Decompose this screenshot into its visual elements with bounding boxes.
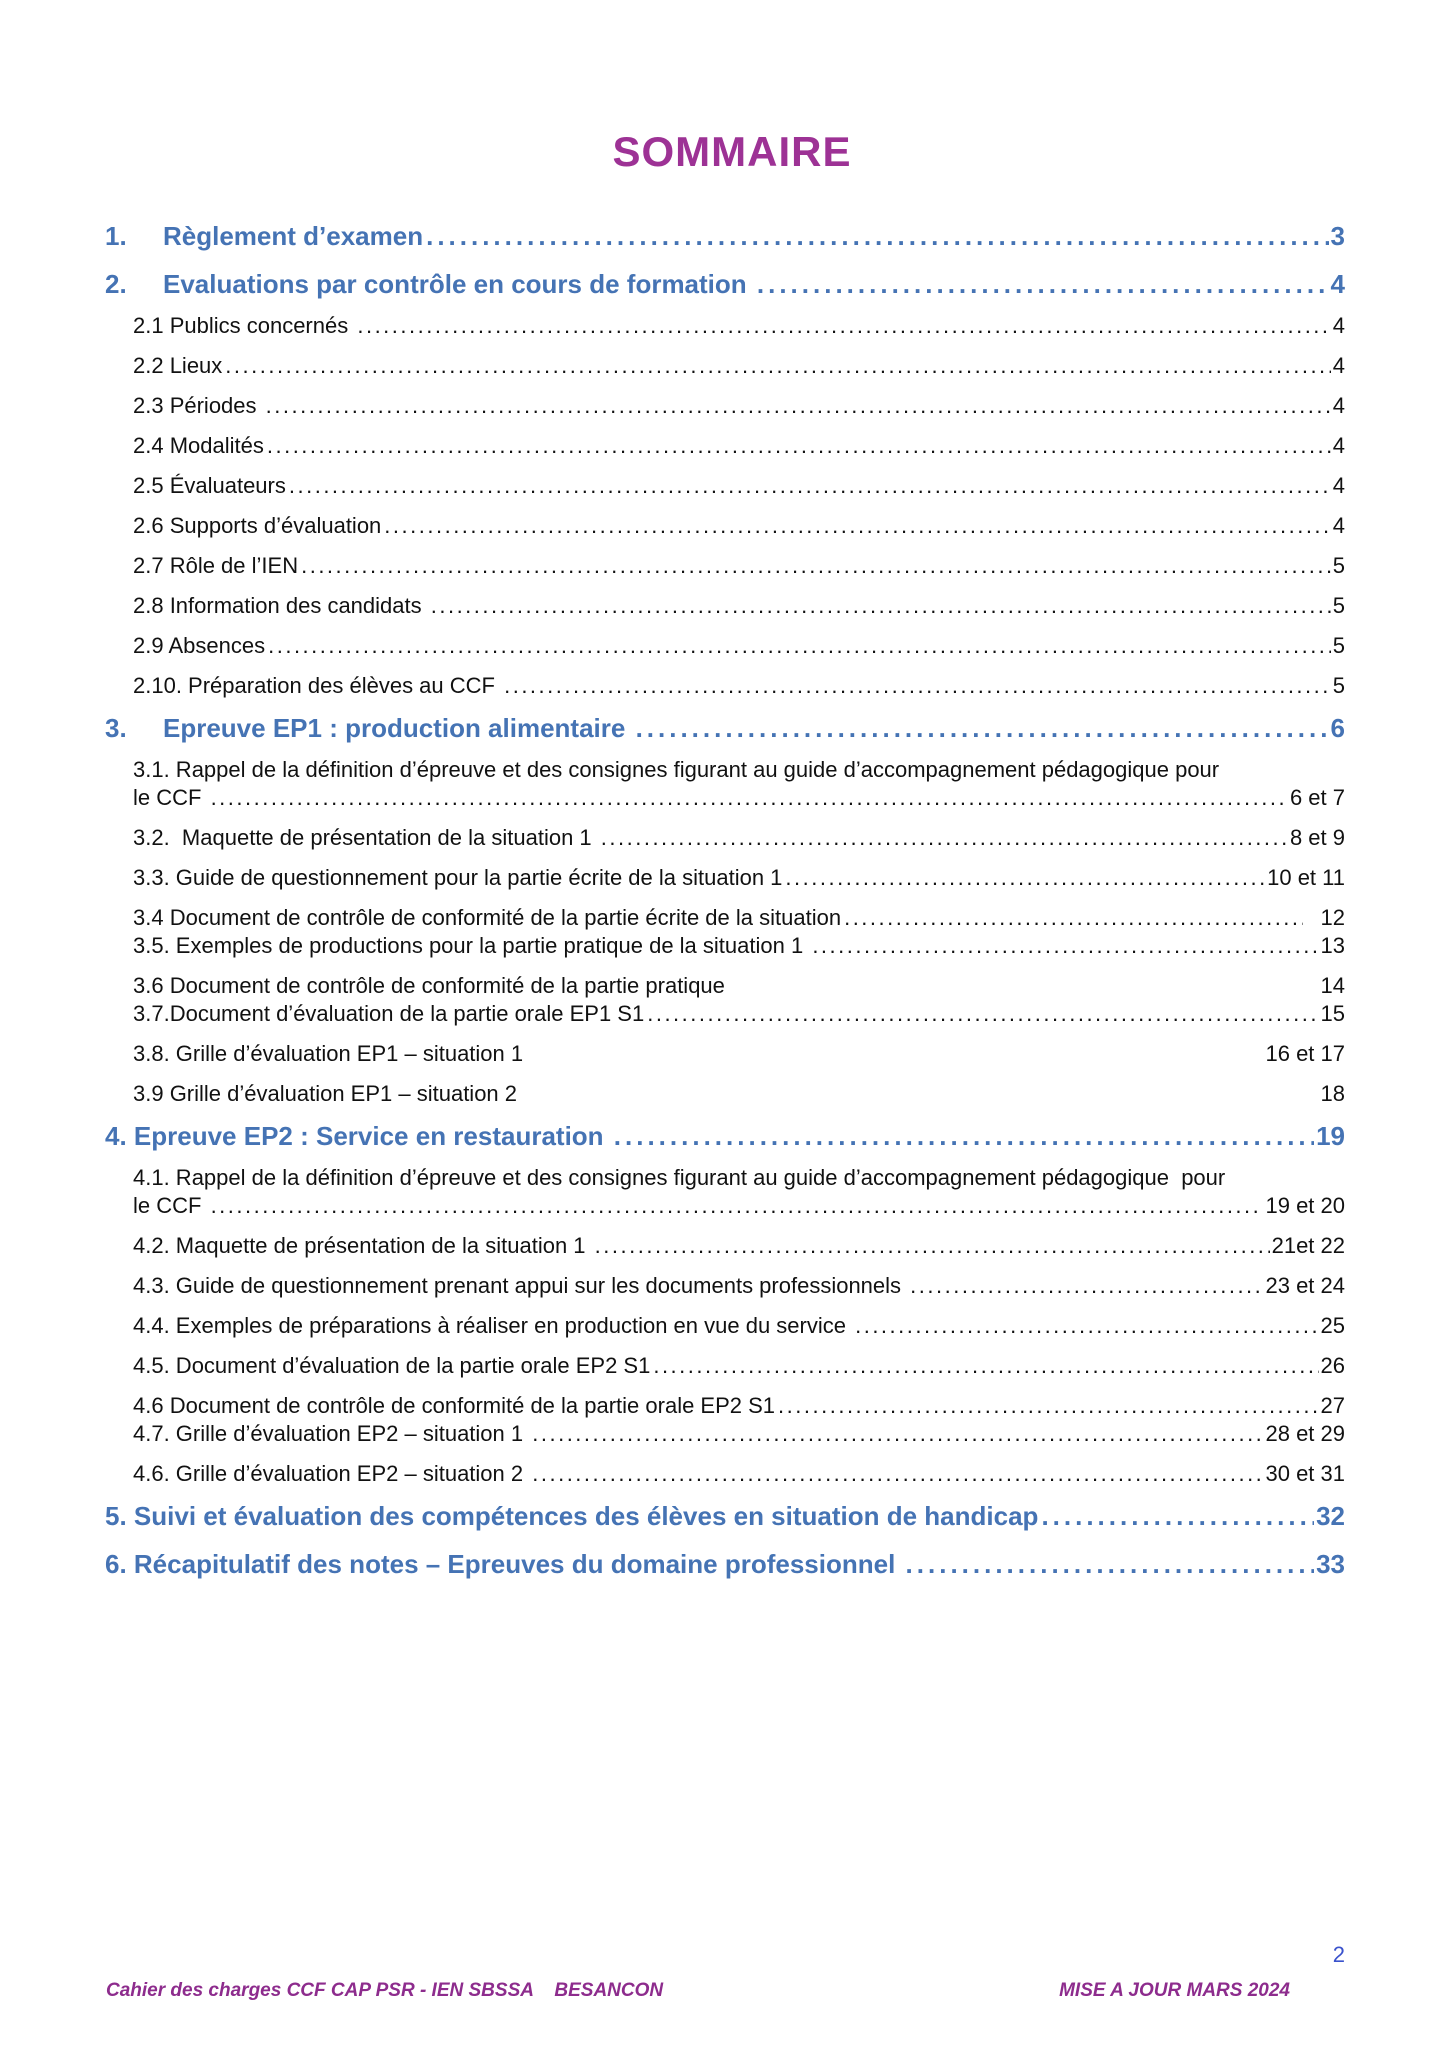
toc-entry: [105, 784, 1345, 812]
toc-leader-dots: [208, 1192, 1264, 1220]
toc-leader-dots: [782, 864, 1265, 892]
toc-leader-dots: [650, 1352, 1318, 1380]
toc-leader-dots: [423, 220, 1328, 252]
toc-entry: [105, 1000, 1345, 1028]
toc-entry: [105, 1232, 1345, 1260]
toc-entry: [105, 1392, 1345, 1420]
toc-entry-label: 2.4 Modalités: [133, 433, 264, 458]
toc-entry-label: 4.4. Exemples de préparations à réaliser en production en vue du service: [133, 1313, 853, 1338]
toc-leader-dots: [903, 1548, 1315, 1580]
toc-entry-label: 3.6 Document de contrôle de conformité de la partie pratique: [133, 973, 725, 998]
toc-entry: [105, 972, 1345, 1000]
page-number: 2: [1332, 1942, 1345, 1967]
toc-leader-dots: [529, 1460, 1263, 1488]
toc-page-number: 15: [1320, 1001, 1345, 1026]
toc-page-number: 4: [1332, 513, 1345, 538]
toc-entry-label: 2.7 Rôle de l’IEN: [133, 553, 299, 578]
toc-leader-dots: [907, 1272, 1263, 1300]
toc-heading: [105, 268, 1345, 300]
footer-right-text: MISE A JOUR MARS 2024: [1059, 1980, 1290, 2001]
toc-entry: [105, 392, 1345, 420]
toc-page-number: 25: [1320, 1313, 1345, 1338]
toc-entry: [105, 1420, 1345, 1448]
toc-entry-label: Evaluations par contrôle en cours de formation: [163, 269, 754, 299]
toc-page-number: 27: [1320, 1393, 1345, 1418]
toc-leader-dots: [428, 592, 1331, 620]
toc-entry-label: 4.5. Document d’évaluation de la partie orale EP2 S1: [133, 1353, 651, 1378]
toc-entry-label: 2.10. Préparation des élèves au CCF: [133, 673, 502, 698]
page-title: SOMMAIRE: [612, 128, 852, 175]
toc-entry-label: le CCF: [133, 1193, 208, 1218]
toc-page-number: 14: [1320, 973, 1345, 998]
toc-entry-label: Règlement d’examen: [163, 221, 424, 251]
toc-entry-label: 4.1. Rappel de la définition d’épreuve et des consignes figurant au guide d’accompagnement pédagogique pour: [133, 1165, 1226, 1190]
toc-leader-dots: [354, 312, 1330, 340]
toc-page-number: 28 et 29: [1265, 1421, 1345, 1446]
toc-entry-label: 3.1. Rappel de la définition d’épreuve et des consignes figurant au guide d’accompagnement pédagogique pour: [133, 757, 1220, 782]
toc-entry-label: 4. Epreuve EP2 : Service en restauration: [105, 1121, 611, 1151]
toc-page-number: 5: [1332, 553, 1345, 578]
toc-entry-label: 5. Suivi et évaluation des compétences des élèves en situation de handicap: [105, 1501, 1039, 1531]
toc-entry-label: 3.4 Document de contrôle de conformité de la partie écrite de la situation: [133, 905, 842, 930]
toc-entry: [105, 756, 1345, 784]
toc-entry-number: 2.: [105, 269, 127, 299]
toc-page-number: 3: [1330, 221, 1345, 251]
toc-leader-dots: [265, 632, 1331, 660]
toc-entry: [105, 1312, 1345, 1340]
toc-entry-label: 2.1 Publics concernés: [133, 313, 355, 338]
toc-page-number: 4: [1332, 473, 1345, 498]
toc-leader-dots: [852, 1312, 1318, 1340]
toc-leader-dots: [381, 512, 1330, 540]
toc-entry: [105, 824, 1345, 852]
toc-leader-dots: [1038, 1500, 1314, 1532]
toc-page-number: 4: [1332, 353, 1345, 378]
table-of-contents: [105, 220, 1345, 1580]
toc-leader-dots: [286, 472, 1331, 500]
toc-entry-label: 4.7. Grille d’évaluation EP2 – situation 1: [133, 1421, 530, 1446]
toc-page-number: 5: [1332, 633, 1345, 658]
toc-entry-label: Epreuve EP1 : production alimentaire: [163, 713, 633, 743]
toc-page-number: 6 et 7: [1289, 785, 1345, 810]
toc-leader-dots: [775, 1392, 1318, 1420]
toc-entry: [105, 592, 1345, 620]
toc-entry-label: 2.6 Supports d’évaluation: [133, 513, 382, 538]
toc-entry-label: 6. Récapitulatif des notes – Epreuves du domaine professionnel: [105, 1549, 903, 1579]
toc-leader-dots: [598, 824, 1288, 852]
toc-page-number: 6: [1330, 713, 1345, 743]
toc-heading: [105, 1500, 1345, 1532]
toc-page-number: 10 et 11: [1267, 865, 1345, 890]
toc-entry-label: 3.3. Guide de questionnement pour la partie écrite de la situation 1: [133, 865, 783, 890]
toc-entry: [105, 352, 1345, 380]
toc-entry: [105, 512, 1345, 540]
toc-page-number: 30 et 31: [1265, 1461, 1345, 1486]
toc-leader-dots: [611, 1120, 1314, 1152]
toc-entry-label: 4.2. Maquette de présentation de la situation 1: [133, 1233, 592, 1258]
toc-entry: [105, 932, 1345, 960]
toc-leader-dots: [208, 784, 1288, 812]
toc-entry: [105, 1040, 1345, 1068]
toc-entry-label: 2.2 Lieux: [133, 353, 223, 378]
toc-leader-dots: [754, 268, 1329, 300]
toc-entry-number: 3.: [105, 713, 127, 743]
toc-leader-dots: [644, 1000, 1318, 1028]
toc-entry-label: 4.6. Grille d’évaluation EP2 – situation 2: [133, 1461, 530, 1486]
toc-leader-dots: [633, 712, 1329, 744]
toc-page-number: 16 et 17: [1265, 1041, 1345, 1066]
footer-left-text: Cahier des charges CCF CAP PSR - IEN SBSSA BESANCON: [106, 1980, 664, 2001]
toc-leader-dots: [592, 1232, 1270, 1260]
toc-leader-dots: [501, 672, 1331, 700]
toc-leader-dots: [298, 552, 1331, 580]
toc-leader-dots: [222, 352, 1330, 380]
toc-entry: [105, 472, 1345, 500]
toc-entry-number: 1.: [105, 221, 127, 251]
toc-entry: [105, 312, 1345, 340]
toc-entry: [105, 1164, 1345, 1192]
toc-leader-dots: [841, 904, 1302, 932]
toc-entry-label: 2.3 Périodes: [133, 393, 263, 418]
toc-page-number: 18: [1320, 1081, 1345, 1106]
toc-page-number: 32: [1316, 1501, 1345, 1531]
toc-page-number: 23 et 24: [1265, 1273, 1345, 1298]
toc-page-number: 4: [1330, 269, 1345, 299]
toc-page-number: 4: [1332, 393, 1345, 418]
toc-page-number: 8 et 9: [1289, 825, 1345, 850]
toc-entry-label: 3.5. Exemples de productions pour la partie pratique de la situation 1: [133, 933, 810, 958]
toc-entry-label: le CCF: [133, 785, 208, 810]
toc-entry-label: 3.9 Grille d’évaluation EP1 – situation 2: [133, 1081, 518, 1106]
toc-entry-label: 2.8 Information des candidats: [133, 593, 428, 618]
toc-entry-label: 2.9 Absences: [133, 633, 266, 658]
toc-page-number: 4: [1332, 313, 1345, 338]
toc-entry-label: 3.7.Document d’évaluation de la partie orale EP1 S1: [133, 1001, 645, 1026]
toc-heading: [105, 1120, 1345, 1152]
toc-page-number: 26: [1320, 1353, 1345, 1378]
toc-entry-label: 4.3. Guide de questionnement prenant appui sur les documents professionnels: [133, 1273, 908, 1298]
toc-leader-dots: [529, 1420, 1263, 1448]
toc-page-number: 21et 22: [1271, 1233, 1345, 1258]
toc-entry-label: 3.2. Maquette de présentation de la situation 1: [133, 825, 598, 850]
toc-page-number: 5: [1332, 673, 1345, 698]
toc-entry: [105, 552, 1345, 580]
toc-heading: [105, 1548, 1345, 1580]
toc-entry: [105, 864, 1345, 892]
toc-entry: [105, 432, 1345, 460]
toc-entry-label: 4.6 Document de contrôle de conformité de la partie orale EP2 S1: [133, 1393, 776, 1418]
toc-page-number: 13: [1320, 933, 1345, 958]
toc-entry-label: 2.5 Évaluateurs: [133, 473, 286, 498]
toc-page-number: 19 et 20: [1265, 1193, 1345, 1218]
toc-entry: [105, 632, 1345, 660]
toc-page-number: 19: [1316, 1121, 1345, 1151]
toc-entry: [105, 1460, 1345, 1488]
toc-leader-dots: [264, 432, 1331, 460]
toc-page-number: 5: [1332, 593, 1345, 618]
toc-entry: [105, 904, 1345, 932]
toc-page-number: 33: [1316, 1549, 1345, 1579]
toc-heading: [105, 712, 1345, 744]
toc-heading: [105, 220, 1345, 252]
toc-entry: [105, 1080, 1345, 1108]
toc-entry: [105, 1272, 1345, 1300]
toc-page-number: 4: [1332, 433, 1345, 458]
toc-entry: [105, 1192, 1345, 1220]
toc-leader-dots: [809, 932, 1318, 960]
toc-page-number: 12: [1320, 905, 1345, 930]
toc-entry: [105, 672, 1345, 700]
toc-entry: [105, 1352, 1345, 1380]
toc-entry-label: 3.8. Grille d’évaluation EP1 – situation 1: [133, 1041, 524, 1066]
toc-leader-dots: [263, 392, 1331, 420]
